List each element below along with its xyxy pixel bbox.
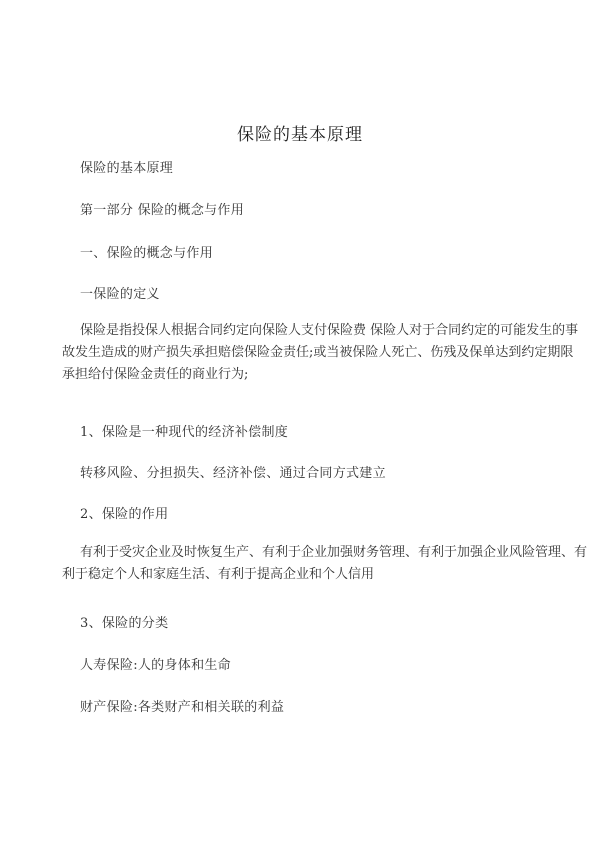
section1-heading: 1、保险是一种现代的经济补偿制度: [80, 425, 289, 440]
section2-paragraph: [62, 542, 588, 586]
section3-heading: 3、保险的分类: [80, 616, 169, 631]
definition-line-3: 承担给付保险金责任的商业行为;: [62, 367, 249, 382]
property-insurance-line: 财产保险:各类财产和相关联的利益: [80, 700, 285, 715]
section2-line-2: 利于稳定个人和家庭生活、有利于提高企业和个人信用: [62, 567, 375, 582]
section2-line-1: 有利于受灾企业及时恢复生产、有利于企业加强财务管理、有利于加强企业风险管理、有: [80, 545, 588, 560]
section1-text: 转移风险、分担损失、经济补偿、通过合同方式建立: [80, 466, 386, 481]
definition-heading: 一保险的定义: [80, 287, 160, 302]
section-heading: 一、保险的概念与作用: [80, 246, 214, 261]
definition-line-2: 故发生造成的财产损失承担赔偿保险金责任;或当被保险人死亡、伤残及保单达到约定期限: [62, 345, 574, 360]
section2-heading: 2、保险的作用: [80, 507, 169, 522]
subtitle-line: 保险的基本原理: [80, 161, 174, 176]
definition-line-1: 保险是指投保人根据合同约定向保险人支付保险费 保险人对于合同约定的可能发生的事: [80, 323, 579, 338]
part-heading: 第一部分 保险的概念与作用: [80, 203, 245, 218]
page-title: 保险的基本原理: [237, 125, 363, 145]
definition-paragraph: [62, 320, 579, 386]
life-insurance-line: 人寿保险:人的身体和生命: [80, 658, 231, 673]
